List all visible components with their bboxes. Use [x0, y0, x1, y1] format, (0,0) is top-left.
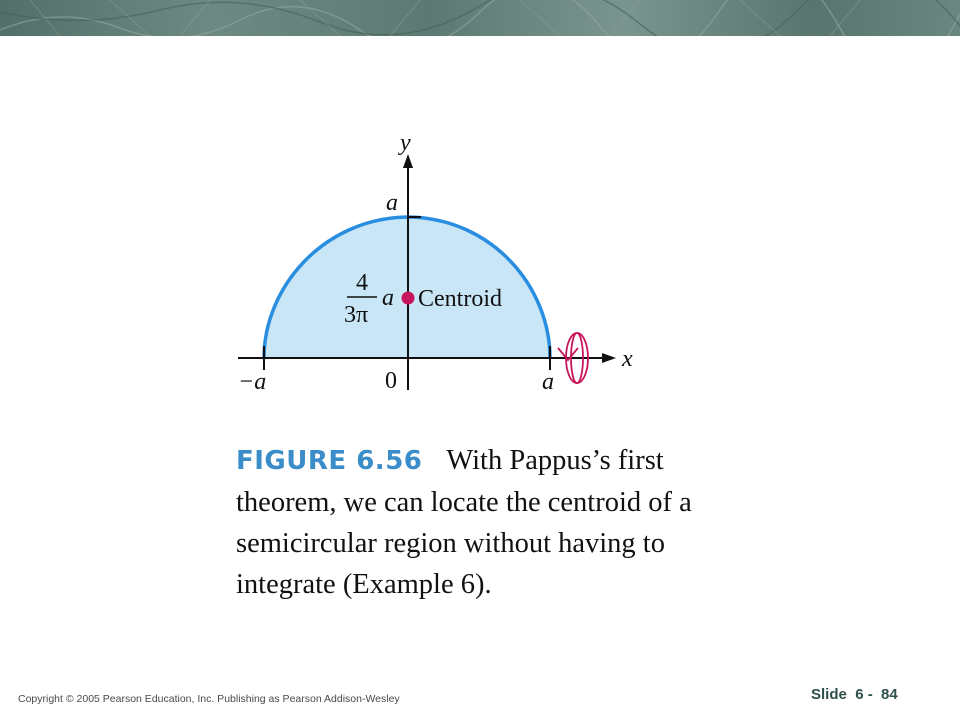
top-banner — [0, 0, 960, 36]
slide-number-value: 6 - 84 — [855, 686, 898, 703]
y-axis-arrowhead — [403, 154, 413, 168]
neg-x-label: −a — [238, 369, 267, 395]
caption-text: With Pappus’s first theorem, we can locate the centroid of a semicircular region without having to integrate (Example 6). — [236, 445, 692, 600]
semicircle-figure — [228, 128, 648, 398]
banner-texture — [0, 0, 960, 36]
x-axis-arrowhead — [602, 353, 616, 363]
centroid-numerator: 4 — [356, 270, 368, 296]
pos-x-label: a — [542, 369, 554, 395]
y-axis-label: y — [400, 130, 411, 156]
slide-number — [811, 686, 898, 703]
centroid-dot — [402, 292, 415, 305]
x-axis-label: x — [622, 346, 633, 372]
slide-word: Slide — [811, 686, 847, 703]
figure-caption — [236, 440, 756, 605]
figure-number: FIGURE 6.56 — [236, 446, 423, 476]
y-tick-label: a — [386, 190, 398, 216]
centroid-a-label: a — [382, 285, 394, 311]
centroid-label: Centroid — [418, 286, 502, 312]
origin-label: 0 — [385, 368, 397, 394]
centroid-denominator: 3π — [344, 302, 369, 328]
copyright-notice: Copyright © 2005 Pearson Education, Inc. Publishing as Pearson Addison-Wesley — [18, 693, 400, 705]
